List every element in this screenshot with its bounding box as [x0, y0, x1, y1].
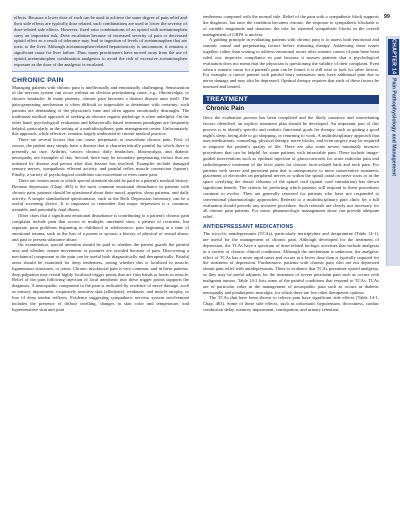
body-paragraph: There are several factors that can cause, perpetuate, or exacerbate chronic pain. First, of course, the patient may simply have a disease that is characteristically painful for which there is presently no cure. Arthritis, cancer, chronic daily headaches, fibromyalgia, and diabetic neuropathy are examples of this. Second, there may be secondary perpetuating factors that are initiated by disease and persist after that disease has resolved. Examples include damaged sensory nerves, sympathetic efferent activity, and painful reflex muscle contraction (spasm). Finally, a variety of psychological conditions can exacerbate or even cause pain. — [12, 137, 189, 178]
side-tab-chapter — [388, 39, 399, 75]
treatment-paragraph: Once the evaluation process has been completed and the likely causative and exacerbating factors identified, an explicit treatment plan should be developed. An important part of this process is to identify specific and realistic functional goals for therapy, such as getting a good night's sleep, being able to go shopping, or returning to work. A multidisciplinary approach that uses medications, counseling, physical therapy, nerve blocks, and even surgery may be required to improve the patient's quality of life. There are also some newer, minimally invasive procedures that can be helpful for some patients with intractable pain. These include image-guided interventions such as epidural injection of glucocorticoids for acute radicular pain and radiofrequency treatment of the facet joints for chronic facet-related back and neck pain. For patients with severe and persistent pain that is unresponsive to more conservative treatment, placement of electrodes on peripheral nerves or within the spinal canal on nerve roots or in the space overlying the dorsal columns of the spinal cord (spinal cord stimulation) has shown significant benefit. The criteria for predicting which patients will respond to these procedures continue to evolve. They are generally reserved for patients who have not responded to conventional pharmacologic approaches. Referral to a multidisciplinary pain clinic for a full evaluation should precede any invasive procedure. Such referrals are clearly not necessary for all chronic pain patients. For some, pharmacologic management alone can provide adequate relief. — [203, 114, 379, 220]
chronic-pain-heading: CHRONIC PAIN — [12, 76, 64, 84]
chronic-pain-subheading: Chronic Pain — [203, 104, 379, 113]
antidepressant-heading: ANTIDEPRESSANT MEDICATIONS — [203, 224, 294, 231]
body-paragraph: Other clues that a significant emotional disturbance is contributing to a patient's chronic pain complaint include pain that occurs in multiple, unrelated sites; a pattern of recurrent, but separate, pain problems beginning in childhood or adolescence; pain beginning at a time of emotional trauma, such as the loss of a parent or spouse; a history of physical or sexual abuse; and past or present substance abuse. — [12, 213, 189, 242]
body-paragraph: tenderness compared with the normal side. Relief of the pain with a sympathetic block supports the diagnosis, but once the condition becomes chronic, the response to sympathetic blockade is of variable magnitude and duration; the role for repeated sympathetic blocks in the overall management of CRPS is unclear. — [203, 14, 379, 37]
body-paragraph: There are certain areas to which special attention should be paid in a patient's medical history. Because depression (Chap. 463) is the most common emotional disturbance in patients with chronic pain, patients should be questioned about their mood, appetite, sleep patterns, and daily activity. A simple standardized questionnaire, such as the Beck Depression Inventory, can be a useful screening device. It is important to remember that major depression is a common, treatable, and potentially fatal illness. — [12, 178, 189, 213]
chapter-side-tab — [386, 36, 400, 266]
treatment-heading: TREATMENT — [203, 95, 379, 104]
antidepressant-paragraph: The tricyclic antidepressants (TCAs), particularly nortriptyline and desipramine (Table 14-1), are useful for the management of chronic pain. Although developed for the treatment of depression, the TCAs have a spectrum of dose-related biologic activities that include analgesia in a variety of chronic clinical conditions. Although the mechanism is unknown, the analgesic effect of TCAs has a more rapid onset and occurs at a lower dose than is typically required for the treatment of depression. Furthermore, patients with chronic pain who are not depressed obtain pain relief with antidepressants. There is evidence that TCAs potentiate opioid analgesia, so they may be useful adjuncts for the treatment of severe persistent pain such as occurs with malignant tumors. Table 14-2 lists some of the painful conditions that respond to TCAs. TCAs are of particular value in the management of neuropathic pain such as occurs in diabetic neuropathy and postherpetic neuralgia, for which there are few other therapeutic options. — [203, 231, 379, 295]
intro-box — [12, 14, 189, 72]
page-number: 99 — [383, 14, 390, 20]
antidepressant-paragraph: The TCAs that have been shown to relieve pain have significant side effects (Table 14-1; Chap. 463). Some of these side effects, such as orthostatic hypotension, drowsiness, cardiac conduction delay, memory impairment, constipation, and urinary retention, — [203, 295, 379, 313]
left-column — [12, 14, 189, 313]
intro-box-paragraph: effects. Because a lower dose of each can be used to achieve the same degree of pain relief and their side effects are typically dose related, such combinations are used to lower the severity of dose-related side effects. However, fixed ratio combinations of an opioid with acetaminophen carry an important risk. Dose escalation because of increased severity of pain or decreased opioid effect as a result of tolerance may lead to ingestion of levels of acetaminophen that are toxic to the liver. Although acetaminophen-related hepatotoxicity is uncommon, it remains a significant cause for liver failure. Thus, many practitioners have moved away from the use of opioid–acetaminophen combination analgesics to avoid the risk of excessive acetaminophen exposure as the dose of the analgesic is escalated. — [14, 15, 187, 67]
right-column — [203, 14, 379, 313]
side-tab-title — [388, 78, 399, 258]
body-paragraph: Managing patients with chronic pain is intellectually and emotionally challenging. Sensitization of the nervous system can occur without an obvious precipitating cause, e.g., fibromyalgia, or chronic headache. In many patients, chronic pain becomes a distinct disease unto itself. The pain-generating mechanism is often difficult or impossible to determine with certainty; such patients are demanding of the physician's time and often appear emotionally distraught. The traditional medical approach of seeking an obscure organic pathology is often unhelpful. On the other hand, psychological evaluation and behaviorally based treatment paradigms are frequently helpful, particularly in the setting of a multidisciplinary pain management center. Unfortunately, this approach, while effective, remains largely underused in current medical practice. — [12, 84, 189, 137]
side-tab-chapter-label: CHAPTER 14 — [390, 39, 397, 75]
body-paragraph: On examination, special attention should be paid to whether the patient guards the painful area and whether certain movements or postures are avoided because of pain. Discovering a mechanical component to the pain can be useful both diagnostically and therapeutically. Painful areas should be examined for deep tenderness, noting whether this is localized to muscle, ligamentous structures, or joints. Chronic myofascial pain is very common, and in these patients, deep palpation may reveal highly localized trigger points that are firm bands or knots in muscle. Relief of the pain following injection of local anesthetic into these trigger points supports the diagnosis. A neuropathic component to the pain is indicated by evidence of nerve damage, such as sensory impairment, exquisitely sensitive skin (allodynia), weakness, and muscle atrophy, or loss of deep tendon reflexes. Evidence suggesting sympathetic nervous system involvement includes the presence of diffuse swelling, changes in skin color and temperature, and hypersensitive skin and joint — [12, 242, 189, 312]
body-paragraph: A guiding principle in evaluating patients with chronic pain is to assess both emotional and somatic causal and perpetuating factors before initiating therapy. Addressing these issues together, rather than waiting to address emotional issues after somatic causes of pain have been ruled out, improves compliance in part because it assures patients that a psychological evaluation does not mean that the physician is questioning the validity of their complaint. Even when a somatic cause for a patient's pain can be found, it is still wise to look for other factors. For example, a cancer patient with painful bony metastases may have additional pain due to nerve damage and may also be depressed. Optimal therapy requires that each of these factors be assessed and treated. — [203, 37, 379, 90]
side-tab-title-label: Pain Pathophysiology and Management — [390, 78, 397, 177]
